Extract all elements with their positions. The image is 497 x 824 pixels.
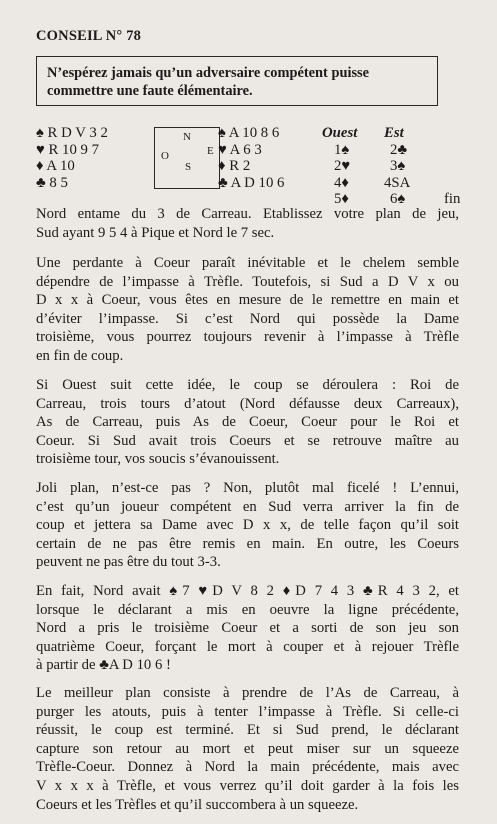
text-line: dépendre de l’impasse à Trèfle. Toutefois, si Sud a D V x ou — [36, 273, 459, 290]
bidding-table — [322, 125, 482, 208]
bid-east: 6♠ — [390, 191, 406, 207]
bid-east: 4SA — [384, 174, 411, 191]
hand-row: ♦ A 10 — [36, 158, 75, 174]
paragraph — [36, 376, 459, 469]
text-line: D x x à Coeur, vous êtes en mesure de le remettre en main et — [36, 292, 459, 309]
text-line: Le meilleur plan consiste à prendre de l’As de Carreau, à — [36, 685, 459, 701]
text-line: Si Ouest suit cette idée, le coup se déroulera : Roi de — [36, 377, 459, 393]
paragraph — [36, 479, 459, 572]
bid-east: 3♠ — [390, 158, 406, 174]
compass-south: S — [185, 161, 192, 173]
bid-west: 2♥ — [334, 158, 351, 174]
bidding-header-east: Est — [384, 125, 404, 141]
text-line: à partir de ♣A D 10 6 ! — [36, 657, 171, 674]
west-hand — [36, 125, 108, 191]
bid-east: 2♣ — [390, 141, 408, 158]
bid-row — [322, 158, 482, 175]
paragraph — [36, 254, 459, 366]
compass-east: E — [207, 145, 214, 157]
paragraph — [36, 205, 459, 242]
text-line: c’est qu’un joueur compétent en Sud verra arriver la fin de — [36, 498, 459, 515]
bid-end: fin — [444, 191, 461, 207]
page-heading: CONSEIL N° 78 — [36, 28, 142, 44]
text-line: V x x x à Trèfle, et vous verrez qu’il doit garder à la fois les — [36, 777, 459, 794]
bid-west: 1♠ — [334, 141, 350, 158]
text-line: Nord a pris le troisième Coeur et a sorti de son jeu son — [36, 620, 459, 637]
compass-west: O — [161, 150, 169, 162]
text-line: troisième, vous pourrez toujours revenir à l’impasse à Trèfle — [36, 329, 459, 346]
hand-row: ♦ R 2 — [218, 158, 251, 174]
compass-north: N — [183, 131, 191, 143]
paragraph — [36, 582, 459, 675]
hand-row: ♠ A 10 8 6 — [218, 125, 280, 141]
text-line: purger les atouts, puis à tenter l’impasse à Trèfle. Si celle-ci — [36, 703, 459, 720]
bid-row — [322, 142, 482, 159]
text-line: peuvent ne pas être du tout 3-3. — [36, 554, 221, 571]
bidding-header — [322, 125, 482, 142]
text-line: Coeur. Si Sud avait trois Coeurs et se retrouve maître au — [36, 432, 459, 449]
compass-box — [154, 127, 220, 189]
hand-row: ♠ R D V 3 2 — [36, 125, 108, 141]
bid-west: 4♦ — [334, 174, 349, 191]
tip-line: commettre une faute élémentaire. — [47, 83, 253, 99]
bid-west: 5♦ — [334, 191, 349, 207]
text-line: Joli plan, n’est-ce pas ? Non, plutôt mal ficelé ! L’ennui, — [36, 480, 459, 496]
text-line: capture son retour au mort et peut miser sur un squeeze — [36, 740, 459, 757]
text-line: réussit, le coup est terminé. Et si Sud prend, le déclarant — [36, 722, 459, 739]
text-line: Carreau, trois tours d’atout (Nord défausse deux Carreaux), — [36, 395, 459, 412]
hand-row: ♣ A D 10 6 — [218, 174, 285, 191]
tip-box — [36, 56, 438, 106]
text-line: As de Carreau, puis As de Coeur, Coeur pour le Roi et — [36, 414, 459, 431]
text-line: quatrième Coeur, forçant le mort à couper et à rejouer Trèfle — [36, 638, 459, 655]
text-line: en fin de coup. — [36, 347, 124, 364]
hand-row: ♥ R 10 9 7 — [36, 141, 100, 158]
text-line: coup et jettera sa Dame avec D x x, de telle façon qu’il soit — [36, 517, 459, 534]
text-line: Sud ayant 9 5 4 à Pique et Nord le 7 sec. — [36, 224, 275, 241]
bidding-header-west: Ouest — [322, 125, 358, 141]
east-hand — [218, 125, 284, 191]
paragraph — [36, 684, 459, 814]
text-line: En fait, Nord avait ♠7 ♥D V 8 2 ♦D 7 4 3 ♣R 4 3 2, et — [36, 583, 459, 599]
hand-row: ♥ A 6 3 — [218, 141, 262, 158]
text-line: Trèfle-Coeur. Donnez à Nord la main précédente, mais avec — [36, 759, 459, 776]
text-line: d’éviter l’impasse. Si c’est Nord qui possède la Dame — [36, 310, 459, 327]
text-line: Une perdante à Coeur paraît inévitable et le chelem semble — [36, 255, 459, 271]
text-line: troisième tour, vos soucis s’évanouissent. — [36, 451, 280, 468]
hand-row: ♣ 8 5 — [36, 174, 68, 191]
tip-line: N’espérez jamais qu’un adversaire compétent puisse — [47, 65, 370, 81]
text-line: lorsque le déclarant a mis en oeuvre la ligne précédente, — [36, 601, 459, 618]
text-line: Coeurs et les Trèfles et qu’il succombera à un squeeze. — [36, 796, 359, 813]
text-line: certain de ne pas être remis en main. En outre, les Coeurs — [36, 535, 459, 552]
text-line: Nord entame du 3 de Carreau. Etablissez votre plan de jeu, — [36, 206, 459, 222]
bid-row — [322, 175, 482, 192]
bridge-deal — [36, 125, 476, 205]
